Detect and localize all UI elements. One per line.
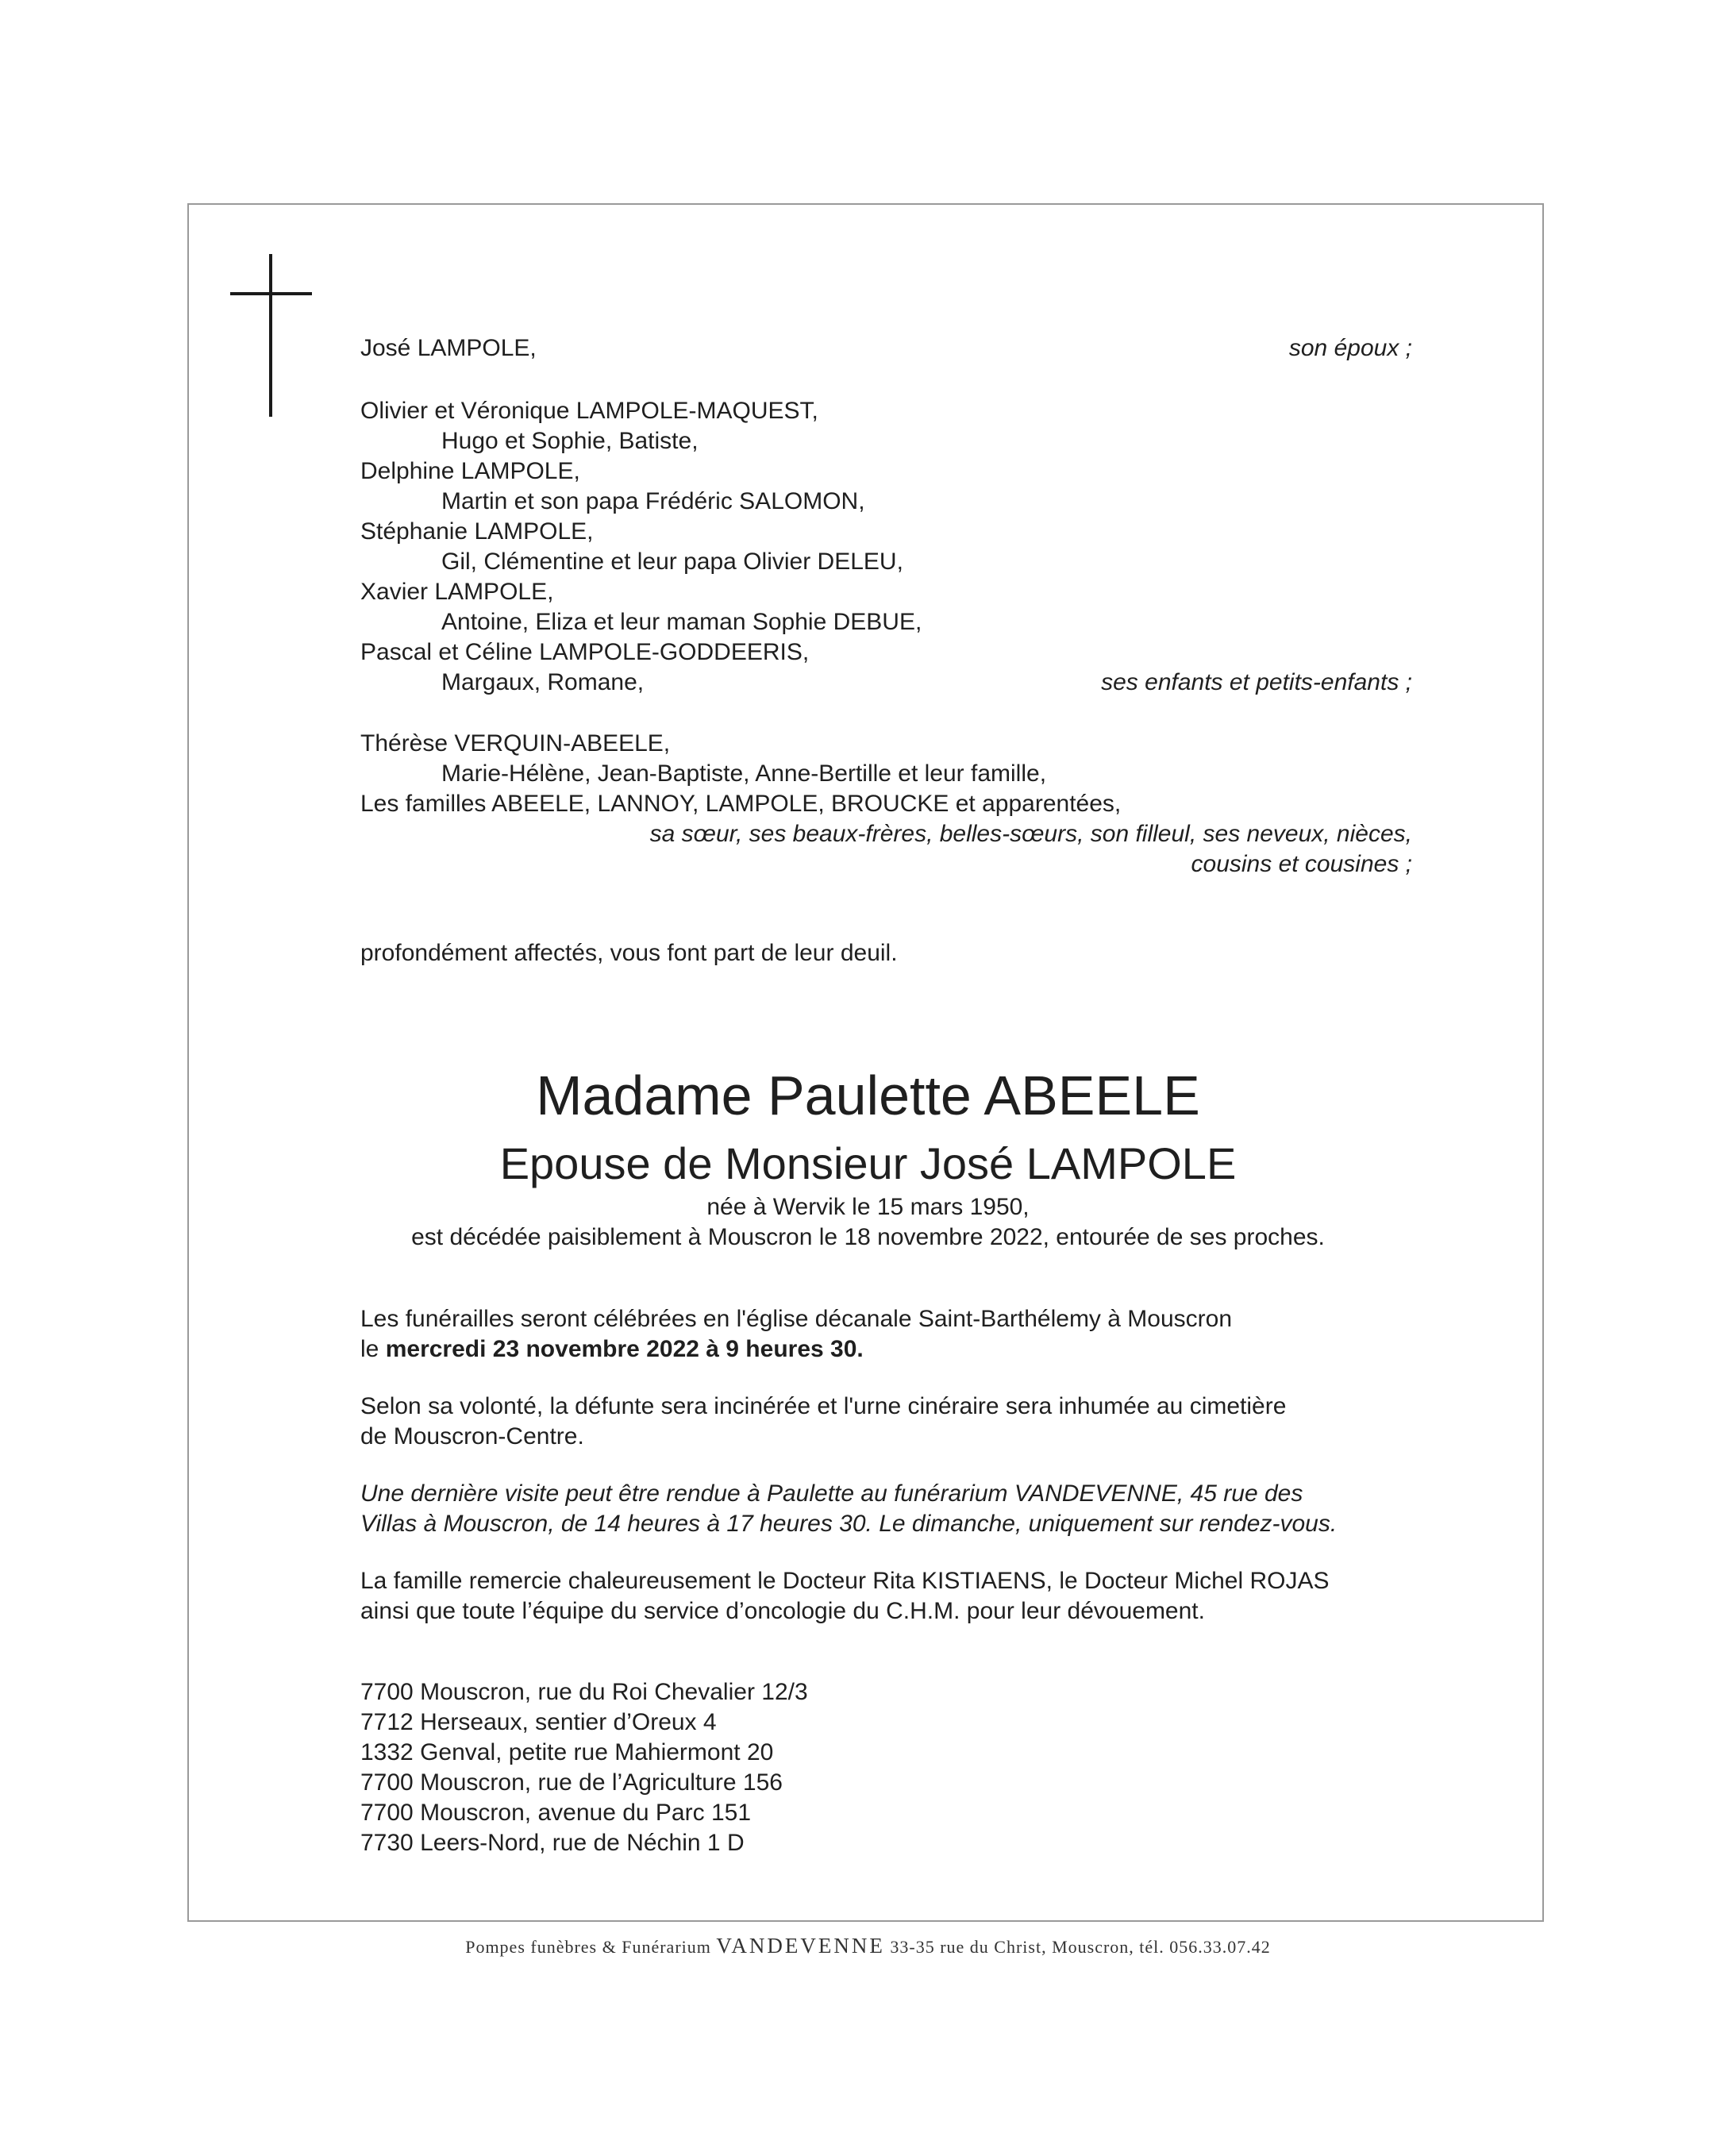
address-line: 7730 Leers-Nord, rue de Néchin 1 D bbox=[360, 1830, 745, 1856]
thanks-line: La famille remercie chaleureusement le Docteur Rita KISTIAENS, le Docteur Michel ROJAS bbox=[360, 1568, 1330, 1594]
cross-vertical-bar bbox=[269, 254, 272, 417]
siblings-relation: cousins et cousines ; bbox=[1191, 851, 1412, 877]
family-line: Stéphanie LAMPOLE, bbox=[360, 518, 594, 545]
funeral-date-prefix: le bbox=[360, 1336, 379, 1362]
funeral-home-footer bbox=[0, 1934, 1736, 1958]
funeral-date: mercredi 23 novembre 2022 à 9 heures 30. bbox=[385, 1336, 864, 1362]
announcement-text: profondément affectés, vous font part de leur deuil. bbox=[360, 940, 898, 966]
visit-line: Une dernière visite peut être rendue à Paulette au funérarium VANDEVENNE, 45 rue des bbox=[360, 1480, 1303, 1507]
deceased-spouse: Epouse de Monsieur José LAMPOLE bbox=[499, 1138, 1237, 1188]
death-line: est décédée paisiblement à Mouscron le 18 novembre 2022, entourée de ses proches. bbox=[411, 1224, 1325, 1250]
family-line: Hugo et Sophie, Batiste, bbox=[441, 428, 699, 454]
family-line: Delphine LAMPOLE, bbox=[360, 458, 580, 484]
family-line: Xavier LAMPOLE, bbox=[360, 579, 554, 605]
family-line: Olivier et Véronique LAMPOLE-MAQUEST, bbox=[360, 398, 818, 424]
deceased-name: Madame Paulette ABEELE bbox=[536, 1065, 1200, 1126]
family-line: Thérèse VERQUIN-ABEELE, bbox=[360, 730, 671, 757]
family-line: Marie-Hélène, Jean-Baptiste, Anne-Bertille et leur famille, bbox=[441, 760, 1047, 787]
birth-line: née à Wervik le 15 mars 1950, bbox=[706, 1194, 1030, 1220]
address-line: 7712 Herseaux, sentier d’Oreux 4 bbox=[360, 1709, 717, 1735]
funeral-date-line bbox=[360, 1334, 864, 1365]
family-line: Les familles ABEELE, LANNOY, LAMPOLE, BROUCKE et apparentées, bbox=[360, 791, 1122, 817]
siblings-relation: sa sœur, ses beaux-frères, belles-sœurs, son filleul, ses neveux, nièces, bbox=[649, 821, 1412, 847]
address-line: 7700 Mouscron, rue du Roi Chevalier 12/3 bbox=[360, 1679, 808, 1705]
cremation-line: Selon sa volonté, la défunte sera incinérée et l'urne cinéraire sera inhumée au cimetière bbox=[360, 1393, 1287, 1419]
family-line: Pascal et Céline LAMPOLE-GODDEERIS, bbox=[360, 639, 810, 665]
cross-horizontal-bar bbox=[230, 292, 312, 295]
funeral-line: Les funérailles seront célébrées en l'église décanale Saint-Barthélemy à Mouscron bbox=[360, 1306, 1233, 1332]
address-line: 1332 Genval, petite rue Mahiermont 20 bbox=[360, 1739, 774, 1765]
thanks-line: ainsi que toute l’équipe du service d’oncologie du C.H.M. pour leur dévouement. bbox=[360, 1598, 1205, 1624]
address-line: 7700 Mouscron, rue de l’Agriculture 156 bbox=[360, 1769, 783, 1796]
footer-brand: VANDEVENNE bbox=[716, 1934, 885, 1958]
footer-contact: 33-35 rue du Christ, Mouscron, tél. 056.33.07.42 bbox=[890, 1937, 1271, 1957]
address-line: 7700 Mouscron, avenue du Parc 151 bbox=[360, 1800, 751, 1826]
cremation-line: de Mouscron-Centre. bbox=[360, 1423, 584, 1450]
family-line: Gil, Clémentine et leur papa Olivier DELEU, bbox=[441, 549, 903, 575]
visit-line: Villas à Mouscron, de 14 heures à 17 heures 30. Le dimanche, uniquement sur rendez-vous. bbox=[360, 1511, 1338, 1537]
children-relation: ses enfants et petits-enfants ; bbox=[1101, 669, 1412, 695]
footer-prefix: Pompes funèbres & Funérarium bbox=[465, 1937, 711, 1957]
husband-name: José LAMPOLE, bbox=[360, 335, 537, 361]
family-line: Margaux, Romane, bbox=[441, 669, 645, 695]
husband-relation: son époux ; bbox=[1288, 335, 1412, 361]
family-line: Martin et son papa Frédéric SALOMON, bbox=[441, 488, 865, 514]
family-line: Antoine, Eliza et leur maman Sophie DEBUE, bbox=[441, 609, 922, 635]
